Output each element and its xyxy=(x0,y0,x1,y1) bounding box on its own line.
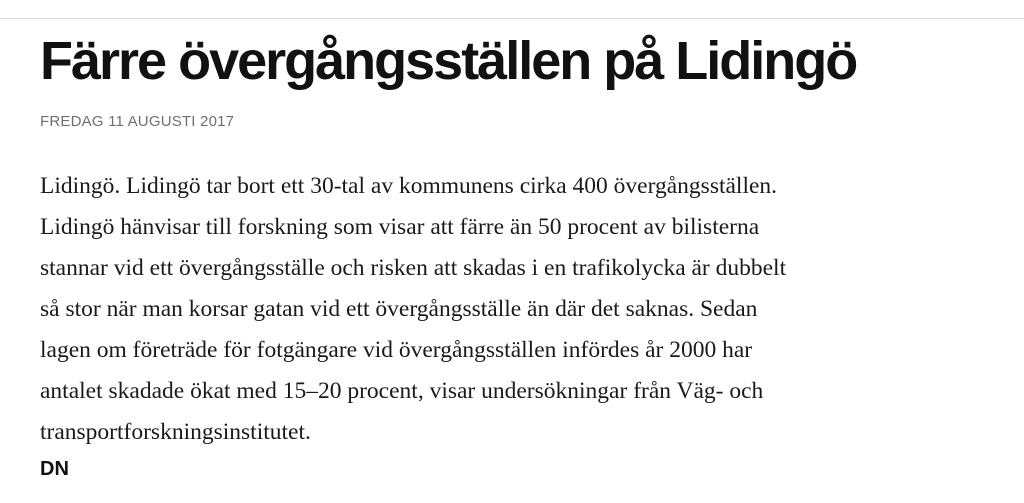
body-line: transportforskningsinstitutet. xyxy=(40,419,311,445)
body-line: lagen om företräde för fotgängare vid övergångsställen infördes år 2000 har xyxy=(40,337,753,363)
body-line: så stor när man korsar gatan vid ett övergångsställe än där det saknas. Sedan xyxy=(40,296,758,322)
top-divider xyxy=(0,18,1024,19)
body-line: antalet skadade ökat med 15–20 procent, visar undersökningar från Väg- och xyxy=(40,378,764,404)
body-line: Lidingö hänvisar till forskning som visar att färre än 50 procent av bilisterna xyxy=(40,214,760,240)
article-headline: Färre övergångsställen på Lidingö xyxy=(40,31,857,91)
article xyxy=(40,28,1000,483)
body-line: Lidingö. Lidingö tar bort ett 30-tal av kommunens cirka 400 övergångsställen. xyxy=(40,173,778,199)
article-date: FREDAG 11 AUGUSTI 2017 xyxy=(40,113,235,130)
article-body xyxy=(40,166,1000,453)
body-line: stannar vid ett övergångsställe och risken att skadas i en trafikolycka är dubbelt xyxy=(40,255,787,281)
article-byline: DN xyxy=(40,458,69,480)
